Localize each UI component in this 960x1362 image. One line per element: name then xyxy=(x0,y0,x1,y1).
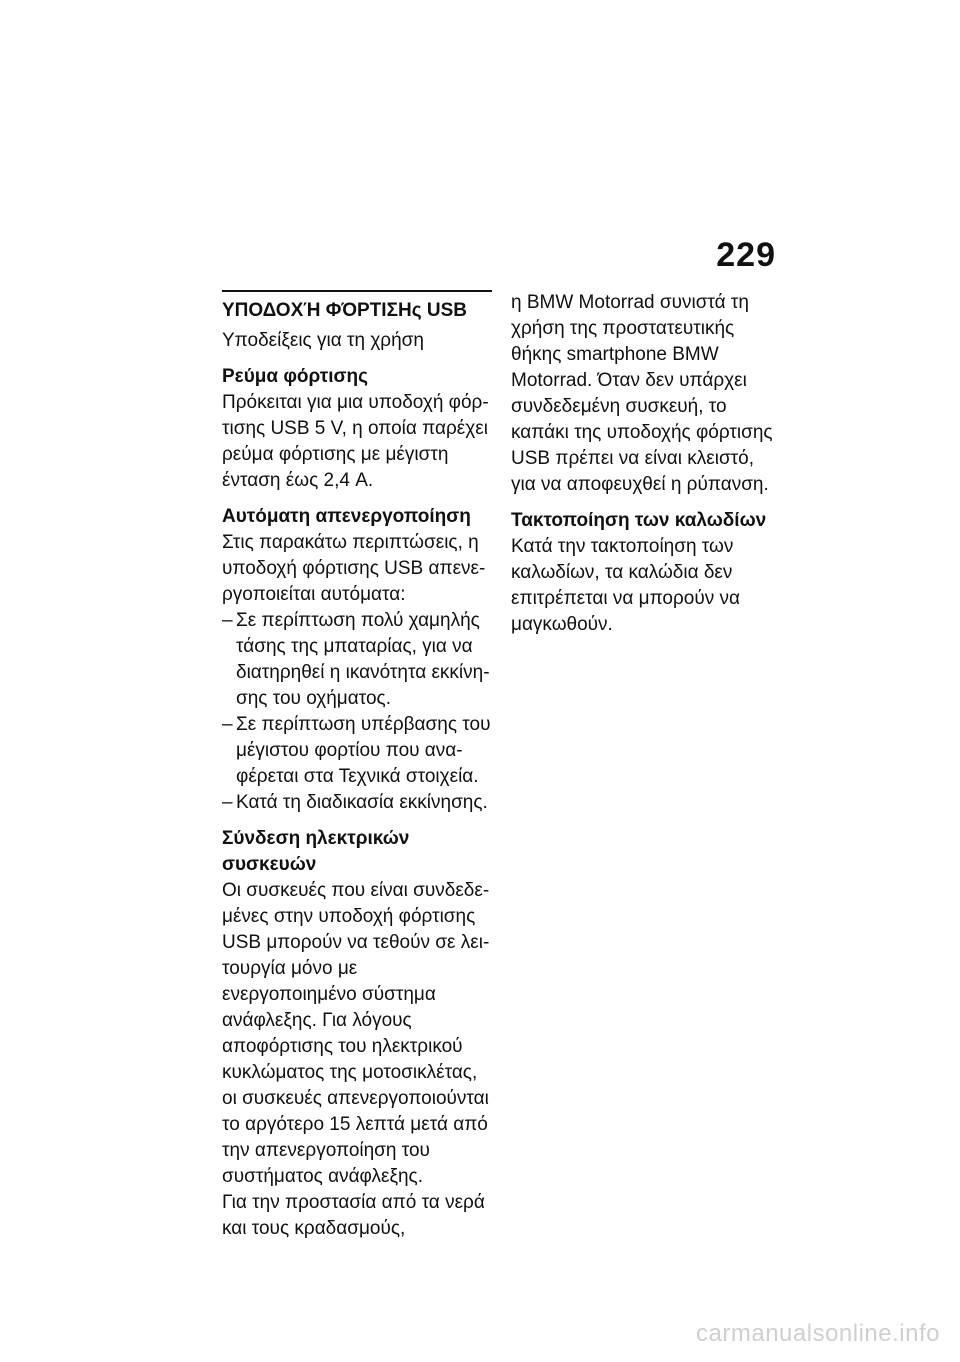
left-column xyxy=(222,290,492,1242)
section-title: ΥΠΟΔΟΧΉ ΦΌΡΤΙΣΗς USB xyxy=(222,300,467,321)
section-subtitle: Υποδείξεις για τη χρήση xyxy=(222,330,424,351)
list-item: – Κατά τη διαδικασία εκκίνησης. xyxy=(222,790,492,816)
auto-off-list xyxy=(222,608,492,816)
list-item: – Σε περίπτωση πολύ χαμηλής τάσης της μπαταρίας, για να διατηρηθεί η ικανότητα εκκίνησης του οχήματος. xyxy=(222,608,492,712)
cable-text: Κατά την τακτοποίηση των καλωδίων, τα καλώδια δεν επιτρέπεται να μπορούν να μαγκωθούν. xyxy=(511,536,741,635)
connect-text: Οι συσκευές που είναι συνδεδεμένες στην υποδοχή φόρτισης USB μπορούν να τεθούν σε λειτουργία μόνο με ενεργοποιημένο σύστημα ανάφλεξης. Για λόγους αποφόρτισης του ηλεκτρικού κυκλώματος της μοτοσικλέτας, οι συσκευές απενεργοποιούνται το αργότερο 15 λεπτά μετά από την απενεργοποίηση του συστήματος ανάφλεξης. xyxy=(222,880,490,1187)
protection-text: Για την προστασία από τα νερά και τους κραδασμούς, xyxy=(222,1192,485,1239)
charge-text: Πρόκειται για μια υποδοχή φόρτισης USB 5 V, η οποία παρέχει ρεύμα φόρτισης με μέγιστη ένταση έως 2,4 A. xyxy=(222,392,489,491)
list-item: – Σε περίπτωση υπέρβασης του μέγιστου φορτίου που αναφέρεται στα Τεχνικά στοιχεία. xyxy=(222,712,492,790)
auto-off-text: Στις παρακάτω περιπτώσεις, η υποδοχή φόρτισης USB απενεργοποιείται αυτόματα: xyxy=(222,532,486,605)
section-rule xyxy=(222,290,492,292)
auto-off-heading: Αυτόματη απενεργοποίηση xyxy=(222,506,471,527)
right-column xyxy=(511,290,781,648)
continued-text: η BMW Motorrad συνιστά τη χρήση της προστατευτικής θήκης smartphone BMW Motorrad. Όταν δεν υπάρχει συνδεδεμένη συσκευή, το καπάκι της υποδοχής φόρτισης USB πρέπει να είναι κλειστό, για να αποφευχθεί η ρύπανση. xyxy=(511,292,773,495)
charge-heading: Ρεύμα φόρτισης xyxy=(222,366,368,387)
watermark-text: carmanualsonline.info xyxy=(696,1320,940,1347)
connect-heading: Σύνδεση ηλεκτρικών συσκευών xyxy=(222,828,410,875)
cable-heading: Τακτοποίηση των καλωδίων xyxy=(511,510,767,531)
page-number: 229 xyxy=(716,236,776,274)
